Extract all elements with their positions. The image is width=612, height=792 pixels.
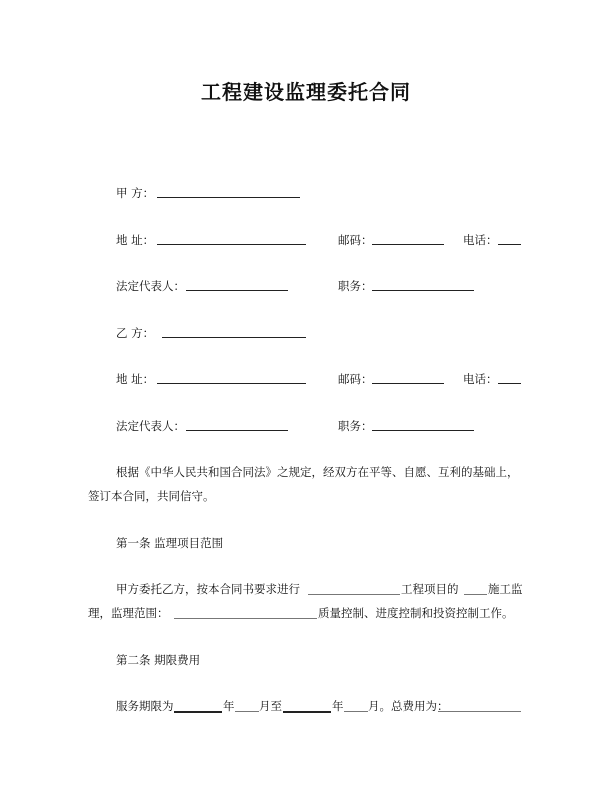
party-a-position-label: 职务： bbox=[338, 279, 373, 293]
phase-blank[interactable] bbox=[464, 594, 487, 595]
project-name-blank[interactable] bbox=[308, 594, 400, 595]
article-1-text-d: 理，监理范围： bbox=[88, 606, 169, 620]
article-1-heading: 第一条 监理项目范围 bbox=[116, 536, 224, 550]
start-year-blank[interactable] bbox=[174, 711, 222, 713]
party-b-phone-label: 电话： bbox=[463, 372, 498, 386]
party-b-rep-blank[interactable] bbox=[186, 430, 288, 431]
party-a-label: 甲 方： bbox=[116, 186, 155, 200]
article-2-text-e: 月。总费用为： bbox=[368, 699, 449, 713]
party-a-address-label: 地 址： bbox=[116, 233, 155, 247]
article-2-text-b: 年 bbox=[223, 699, 235, 713]
party-b-label: 乙 方： bbox=[116, 326, 155, 340]
party-b-postcode-blank[interactable] bbox=[372, 383, 444, 384]
article-1-text-a: 甲方委托乙方，按本合同书要求进行 bbox=[116, 582, 300, 596]
article-1-text-e: 质量控制、进度控制和投资控制工作。 bbox=[318, 606, 514, 620]
start-month-blank[interactable] bbox=[235, 711, 259, 712]
article-2-text-a: 服务期限为 bbox=[116, 699, 174, 713]
article-2-text-d: 年 bbox=[332, 699, 344, 713]
party-a-phone-label: 电话： bbox=[463, 233, 498, 247]
end-month-blank[interactable] bbox=[344, 711, 368, 712]
total-fee-blank[interactable] bbox=[438, 711, 521, 712]
preamble-line-2: 签订本合同，共同信守。 bbox=[88, 489, 215, 503]
party-a-rep-blank[interactable] bbox=[186, 290, 288, 291]
party-a-postcode-blank[interactable] bbox=[372, 244, 444, 245]
party-a-phone-blank[interactable] bbox=[498, 244, 521, 245]
document-title: 工程建设监理委托合同 bbox=[201, 80, 411, 104]
end-year-blank[interactable] bbox=[283, 711, 331, 713]
party-b-postcode-label: 邮码： bbox=[338, 372, 373, 386]
party-b-blank[interactable] bbox=[162, 337, 306, 338]
party-a-postcode-label: 邮码： bbox=[338, 233, 373, 247]
party-b-position-blank[interactable] bbox=[372, 430, 474, 431]
party-a-rep-label: 法定代表人： bbox=[116, 279, 185, 293]
article-1-text-c: 施工监 bbox=[488, 582, 523, 596]
article-2-heading: 第二条 期限费用 bbox=[116, 653, 201, 667]
article-1-text-b: 工程项目的 bbox=[401, 582, 459, 596]
party-b-rep-label: 法定代表人： bbox=[116, 419, 185, 433]
party-b-address-label: 地 址： bbox=[116, 372, 155, 386]
party-a-address-blank[interactable] bbox=[157, 244, 306, 245]
party-b-position-label: 职务： bbox=[338, 419, 373, 433]
article-2-text-c: 月至 bbox=[259, 699, 282, 713]
scope-blank[interactable] bbox=[174, 618, 317, 619]
party-b-phone-blank[interactable] bbox=[498, 383, 521, 384]
party-a-position-blank[interactable] bbox=[372, 290, 474, 291]
party-a-blank[interactable] bbox=[157, 197, 300, 198]
preamble-line-1: 根据《中华人民共和国合同法》之规定，经双方在平等、自愿、互利的基础上， bbox=[116, 465, 519, 479]
party-b-address-blank[interactable] bbox=[157, 383, 306, 384]
